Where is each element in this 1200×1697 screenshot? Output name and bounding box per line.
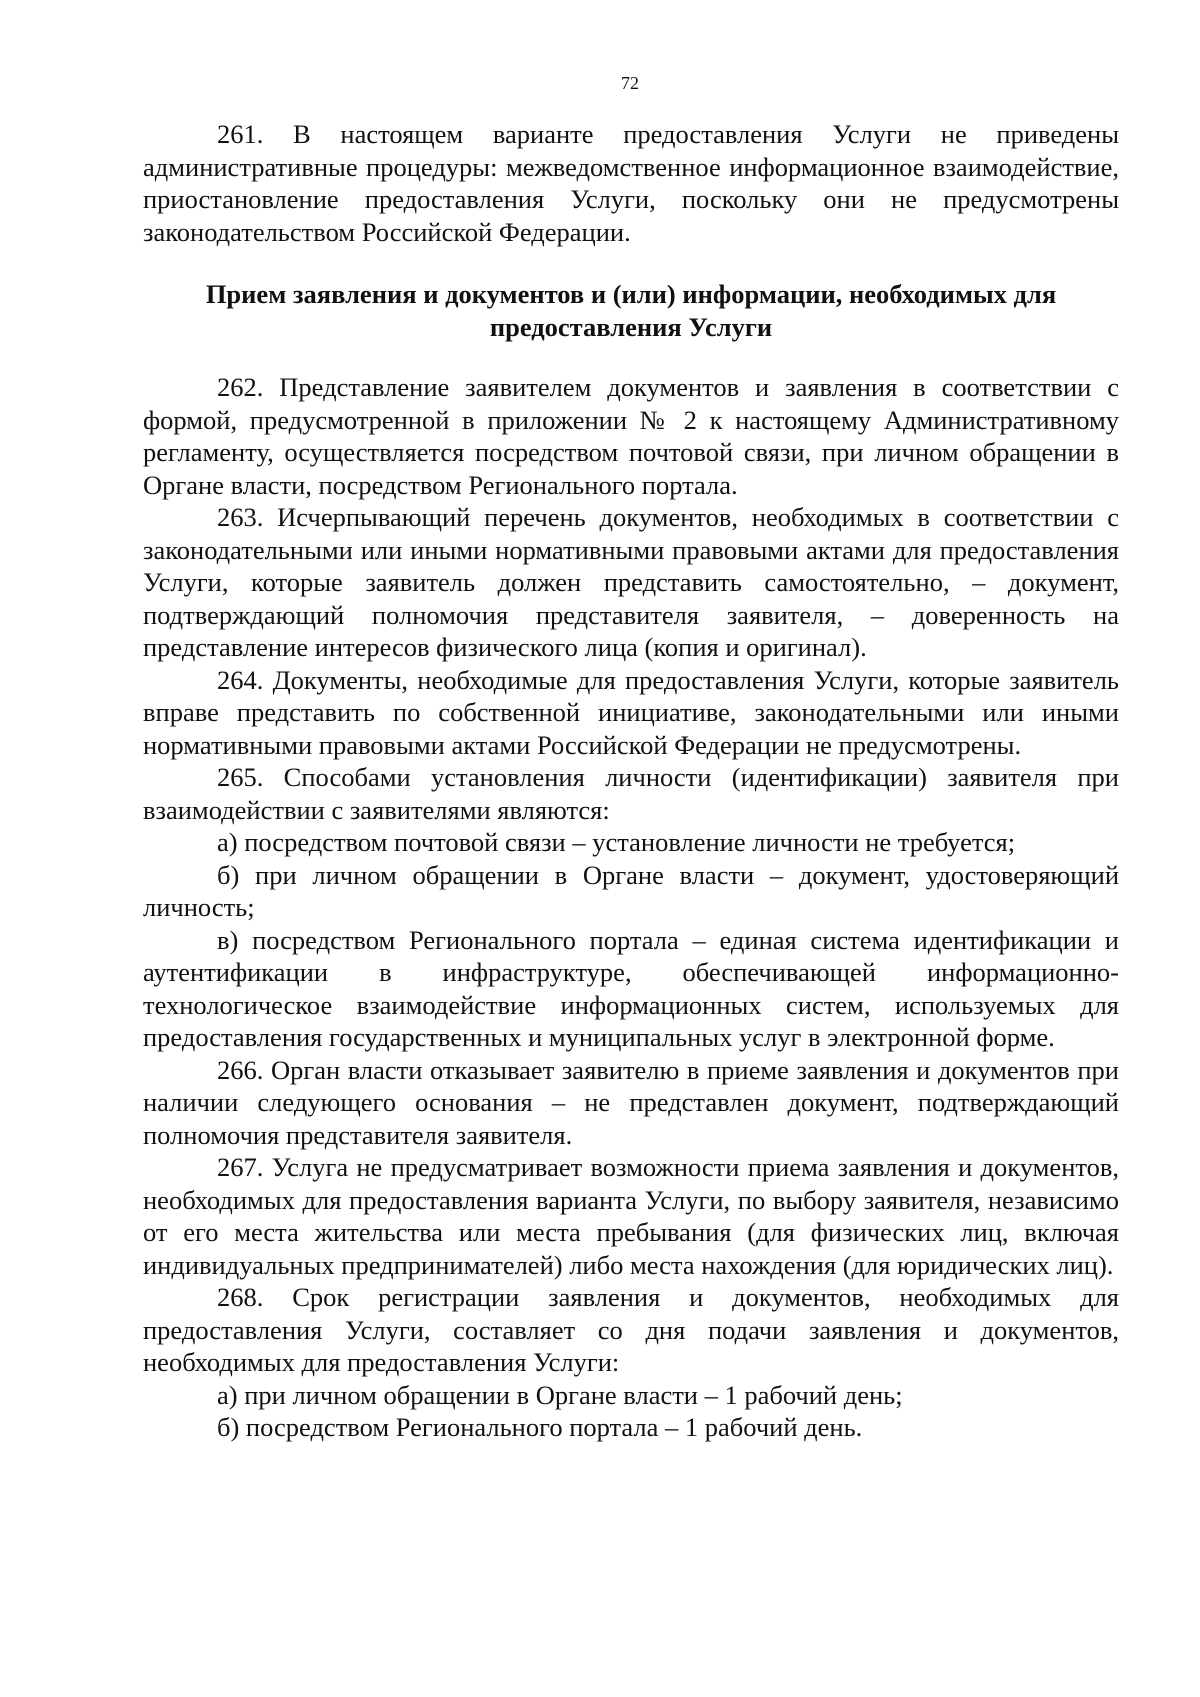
list-item-265-b: б) при личном обращении в Органе власти – документ, удостоверяющий личность; xyxy=(143,859,1119,922)
paragraph-263: 263. Исчерпывающий перечень документов, необходимых в соответствии с законодательными или иными нормативными правовыми актами для предоставления Услуги, которые заявитель должен представить самостоятельно, – документ, подтверждающий полномочия представителя заявителя, – доверенность на представление интересов физического лица (копия и оригинал). xyxy=(143,502,1119,662)
paragraph-266: 266. Орган власти отказывает заявителю в приеме заявления и документов при наличии следующего основания – не представлен документ, подтверждающий полномочия представителя заявителя. xyxy=(143,1054,1119,1150)
paragraph-261: 261. В настоящем варианте предоставления Услуги не приведены административные процедуры: межведомственное информационное взаимодействие, приостановление предоставления Услуги, поскольку они не предусмотрены законодательством Российской Федерации. xyxy=(143,119,1119,247)
page-number: 72 xyxy=(621,73,639,93)
paragraph-268: 268. Срок регистрации заявления и документов, необходимых для предоставления Услуги, составляет со дня подачи заявления и документов, необходимых для предоставления Услуги: xyxy=(143,1282,1119,1377)
paragraph-264: 264. Документы, необходимые для предоставления Услуги, которые заявитель вправе представить по собственной инициативе, законодательными или иными нормативными правовыми актами Российской Федерации не предусмотрены. xyxy=(143,664,1119,760)
paragraph-262: 262. Представление заявителем документов и заявления в соответствии с формой, предусмотренной в приложении № 2 к настоящему Административному регламенту, осуществляется посредством почтовой связи, при личном обращении в Органе власти, посредством Регионального портала. xyxy=(143,372,1119,500)
paragraph-265: 265. Способами установления личности (идентификации) заявителя при взаимодействии с заявителями являются: xyxy=(143,762,1119,825)
list-item-268-a: а) при личном обращении в Органе власти – 1 рабочий день; xyxy=(217,1379,903,1410)
document-body xyxy=(143,118,1119,1444)
section-heading: Прием заявления и документов и (или) информации, необходимых для предоставления Услуги xyxy=(205,279,1057,342)
list-item-268-b: б) посредством Регионального портала – 1 рабочий день. xyxy=(217,1412,863,1442)
paragraph-267: 267. Услуга не предусматривает возможности приема заявления и документов, необходимых для предоставления варианта Услуги, по выбору заявителя, независимо от его места жительства или места пребывания (для физических лиц, включая индивидуальных предпринимателей) либо места нахождения (для юридических лиц). xyxy=(143,1152,1119,1280)
list-item-265-v: в) посредством Регионального портала – единая система идентификации и аутентификации в инфраструктуре, обеспечивающей информационно-технологическое взаимодействие информационных систем, используемых для предоставления государственных и муниципальных услуг в электронной форме. xyxy=(143,924,1119,1052)
list-item-265-a: а) посредством почтовой связи – установление личности не требуется; xyxy=(217,827,1016,857)
